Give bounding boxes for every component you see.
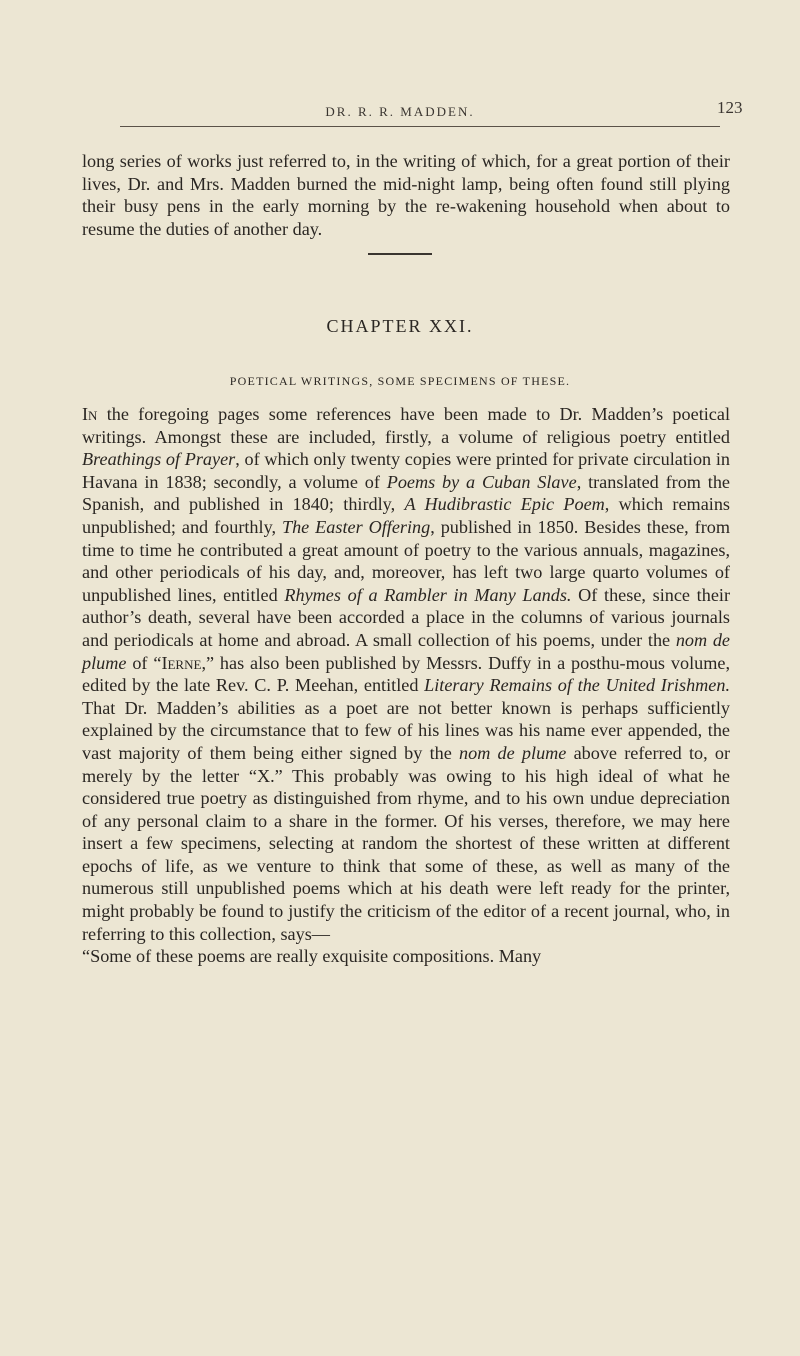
text-run: , of which only twenty copies were printed for private circulation in Havana in 1838; secondly, a volume of: [82, 449, 730, 492]
chapter-subtitle: POETICAL WRITINGS, SOME SPECIMENS OF THESE.: [229, 374, 571, 388]
text-run: Of these, since their author’s death, several have been accorded a place in the columns of various journals and periodicals at home and abroad. A small collection of his poems, under the: [82, 584, 731, 650]
foreign-phrase: nom de plume: [82, 629, 730, 673]
foreign-phrase: nom de plume: [459, 742, 567, 763]
book-title: Literary Remains of the United Irishmen.: [424, 675, 731, 696]
running-head: DR. R. R. MADDEN.: [325, 104, 475, 119]
chapter-title: CHAPTER XXI.: [326, 316, 474, 336]
page-number: 123: [717, 98, 743, 117]
pseudonym: Ierne: [161, 652, 202, 673]
header-rule: [120, 126, 720, 127]
text-run: That Dr. Madden’s abilities as a poet are not better known is perhaps sufficiently explained by the circumstance that to few of his lines was his name ever appended, the vast majority of them being either signed by the: [82, 697, 730, 763]
continuation-text: long series of works just referred to, in the writing of which, for a great portion of their lives, Dr. and Mrs. Madden burned the mid-night lamp, being often found still plying their busy pens in the early morning by the re-wakening household when about to resume the duties of another day.: [82, 151, 730, 239]
book-title: A Hudibrastic Epic Poem: [404, 494, 605, 515]
quotation: “Some of these poems are really exquisite compositions. Many: [82, 946, 542, 967]
drop-word: In: [82, 404, 98, 424]
continuation-paragraph: [82, 150, 730, 240]
book-title: Poems by a Cuban Slave: [386, 471, 577, 492]
text-run: above referred to, or merely by the letter “X.” This probably was owing to his high ideal of what he considered true poetry as distinguished from rhyme, and to his own undue depreciation of any personal claim to a share in the former. Of his verses, therefore, we may here insert a few specimens, selecting at random the shortest of these written at different epochs of life, as we venture to think that some of these, as well as many of the numerous still unpublished poems which at his death were left ready for the printer, might probably be found to justify the criticism of the editor of a recent journal, who, in referring to this collection, says—: [82, 742, 731, 944]
text-run: the foregoing pages some references have been made to Dr. Madden’s poetical writings. Amongst these are included, firstly, a volume of religious poetry entitled: [82, 404, 730, 447]
text-run: , which remains unpublished; and fourthly,: [82, 494, 730, 537]
book-title: Breathings of Prayer: [82, 449, 236, 470]
text-run: of “: [126, 652, 162, 673]
paragraph: [82, 403, 730, 945]
book-title: Rhymes of a Rambler in Many Lands.: [284, 584, 572, 605]
book-title: The Easter Offering: [281, 516, 431, 537]
text-run: ,” has also been published by Messrs. Duffy in a posthu-mous volume, edited by the late Rev. C. P. Meehan, entitled: [82, 652, 730, 696]
section-divider: [368, 253, 432, 255]
text-run: , published in 1850. Besides these, from time to time he contributed a great amount of poetry to the various annuals, magazines, and other periodicals of his day, and, moreover, has left two large quarto volumes of unpublished lines, entitled: [82, 516, 730, 605]
chapter-body: [82, 403, 730, 968]
text-run: , translated from the Spanish, and published in 1840; thirdly,: [82, 471, 730, 515]
